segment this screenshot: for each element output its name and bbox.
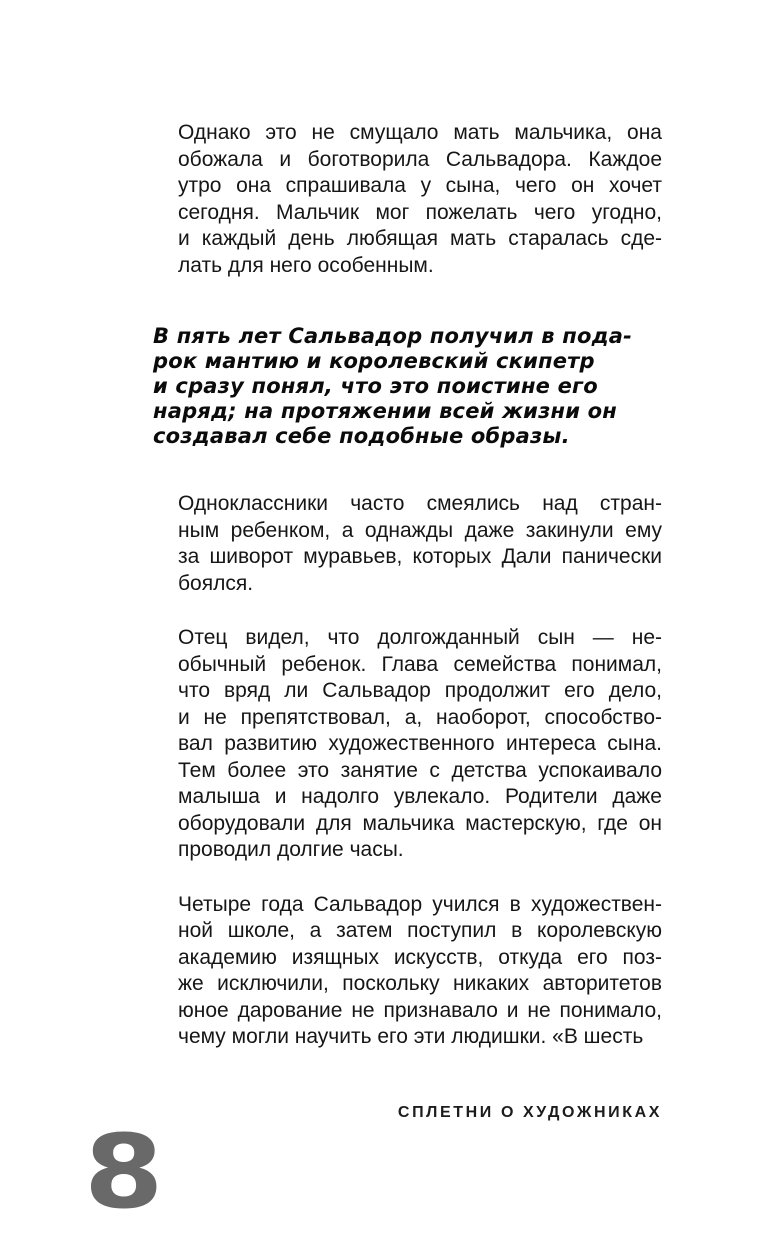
lead-quote: В пять лет Сальвадор получил в пода- рок мантию и королевский скипетр и сразу понял, что это поистине его наряд; на протяжении всей жизни он создавал себе подобные образы.: [153, 324, 633, 448]
page-number: 8: [84, 1113, 164, 1232]
running-title: СПЛЕТНИ О ХУДОЖНИКАХ: [397, 1104, 662, 1121]
body-paragraph-2: Одноклассники часто смеялись над стран- ным ребенком, а однажды даже закинули ему за шиворот муравьев, которых Дали панически боялся.: [178, 492, 662, 595]
body-paragraph-3: Отец видел, что долгожданный сын — не- обычный ребенок. Глава семейства понимал, что вряд ли Сальвадор продолжит его дело, и не препятствовал, а, наоборот, способство- вал развитию художественного интереса сына. Тем более это занятие с детства успокаивало малыша и надолго увлекало. Родители даже оборудовали для мальчика мастерскую, где он проводил долгие часы.: [178, 626, 662, 861]
page-content: [153, 120, 662, 1079]
body-paragraph-4: Четыре года Сальвадор учился в художествен- ной школе, а затем поступил в королевскую академию изящных искусств, откуда его поз- же исключили, поскольку никаких авторитетов юное дарование не признавало и не понимало, чему могли научить его эти людишки. «В шесть: [178, 892, 662, 1048]
body-paragraph-1: Однако это не смущало мать мальчика, она обожала и боготворила Сальвадора. Каждое утро она спрашивала у сына, чего он хочет сегодня. Мальчик мог пожелать чего угодно, и каждый день любящая мать старалась сде- лать для него особенным.: [178, 121, 662, 277]
